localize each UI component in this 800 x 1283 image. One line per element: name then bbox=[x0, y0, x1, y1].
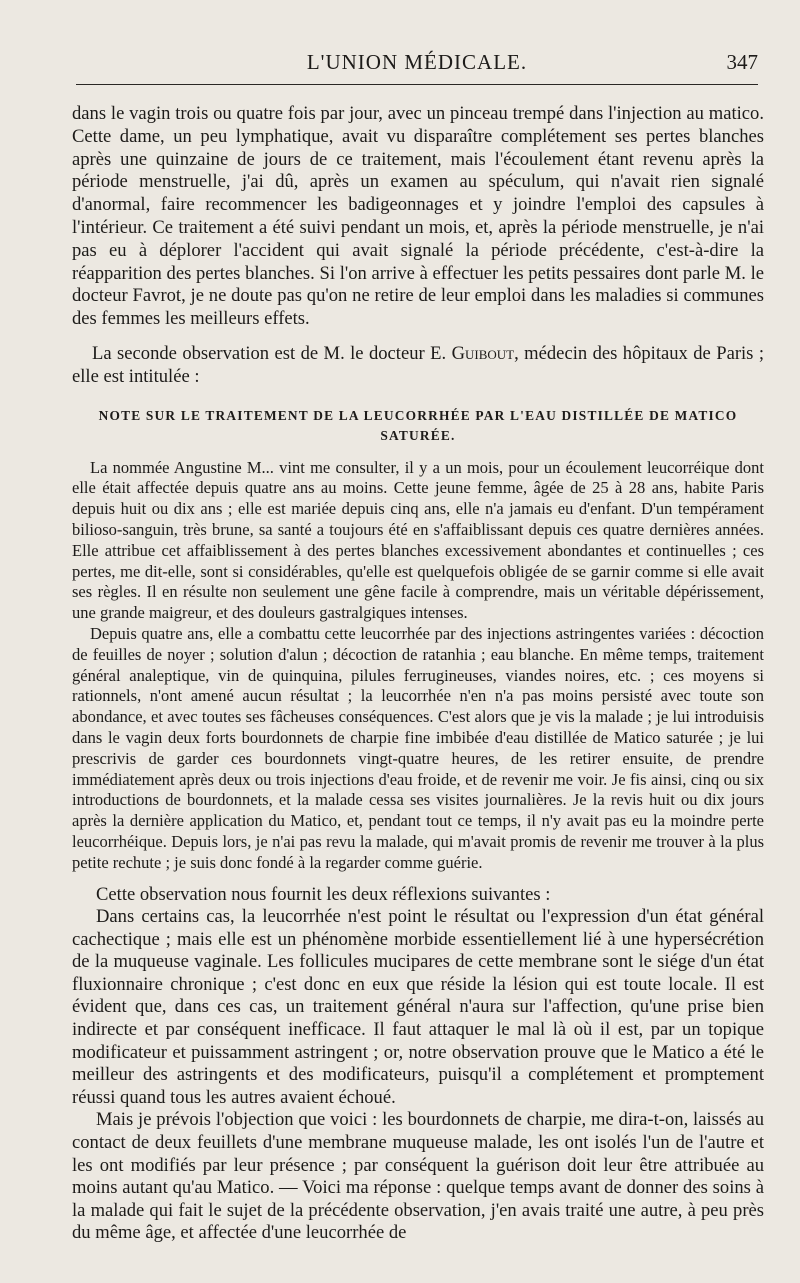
commentary-paragraph: Dans certains cas, la leucorrhée n'est point le résultat ou l'expression d'un état général cachectique ; mais elle est un phénomène morbide essentiellement lié à une hypersécrétion de la muqueuse vaginale. Les follicules mucipares de cette membrane sont le siége d'un état fluxionnaire chronique ; c'est donc en eux que réside la lésion qui est toute locale. Il est évident que, dans ces cas, un traitement général n'aura sur l'affection, qu'une prise bien indirecte et par conséquent inefficace. Il faut attaquer le mal là où il est, par un topique modificateur et puissamment astringent ; or, notre observation prouve que le Matico a été le meilleur des astringents et des modificateurs, puisqu'il a complétement et promptement réussi quand tous les autres avaient échoué. bbox=[72, 906, 764, 1108]
running-header bbox=[76, 48, 758, 85]
intro-paragraph: dans le vagin trois ou quatre fois par jour, avec un pinceau trempé dans l'injection au matico. Cette dame, un peu lymphatique, avait vu disparaître complétement ses pertes blanches après une quinzaine de jours de ce traitement, mais l'écoulement étant revenu après la période menstruelle, j'ai dû, après un examen au spéculum, qui n'avait rien signalé d'anormal, faire recommencer les badigeonnages et y joindre l'emploi des capsules à l'intérieur. Ce traitement a été suivi pendant un mois, et, après la période menstruelle, je n'ai pas eu à déplorer l'accident qui avait signalé la période précédente, c'est-à-dire la réapparition des pertes blanches. Si l'on arrive à effectuer les petits pessaires dont parle M. le docteur Favrot, je ne doute pas qu'on ne retire de leur emploi dans les maladies si communes des femmes les meilleurs effets. bbox=[72, 103, 764, 330]
intro-text-before-name: La seconde observation est de M. le docteur E. bbox=[92, 342, 452, 364]
page-number: 347 bbox=[726, 50, 758, 74]
observation-paragraph: La nommée Angustine M... vint me consulter, il y a un mois, pour un écoulement leucorréique dont elle était affectée depuis quatre ans au moins. Cette jeune femme, âgée de 25 à 28 ans, habite Paris depuis huit ou dix ans ; elle est mariée depuis cinq ans, elle n'a jamais eu d'enfant. D'un tempérament bilioso-sanguin, très brune, sa santé a toujours été en s'affaiblissant depuis ces quatre dernières années. Elle attribue cet affaiblissement à des pertes blanches excessivement abondantes et continuelles ; ces pertes, me dit-elle, sont si considérables, qu'elle est quelquefois obligée de se garnir comme si elle avait ses règles. Il en résulte non seulement une gêne facile à comprendre, mais un véritable dépérissement, une grande maigreur, et des douleurs gastralgiques intenses. bbox=[72, 457, 764, 623]
commentary-section bbox=[72, 884, 764, 1246]
observation-section bbox=[72, 458, 764, 874]
note-title: NOTE SUR LE TRAITEMENT DE LA LEUCORRHÉE PAR L'EAU DISTILLÉE DE MATICO SATURÉE. bbox=[98, 407, 738, 443]
commentary-paragraph: Mais je prévois l'objection que voici : les bourdonnets de charpie, me dira-t-on, laissés au contact de deux feuillets d'une membrane muqueuse malade, les ont isolés l'un de l'autre et les ont modifiés par leur présence ; par conséquent la guérison doit leur être attribuée au moins autant qu'au Matico. — Voici ma réponse : quelque temps avant de donner des soins à la malade qui fait le sujet de la précédente observation, j'en avais traité une autre, à peu près du même âge, et affectée d'une leucorrhée de bbox=[72, 1109, 764, 1244]
intro-section bbox=[72, 103, 764, 389]
journal-title: L'UNION MÉDICALE. bbox=[306, 50, 528, 74]
commentary-paragraph: Cette observation nous fournit les deux réflexions suivantes : bbox=[96, 883, 551, 905]
intro-text-after-name: , médecin des hôpitaux de Paris ; elle est intitulée : bbox=[72, 342, 764, 387]
author-name: Guibout bbox=[451, 342, 515, 364]
observation-paragraph: Depuis quatre ans, elle a combattu cette leucorrhée par des injections astringentes variées : décoction de feuilles de noyer ; solution d'alun ; décoction de ratanhia ; eau blanche. En même temps, traitement général analeptique, vin de quinquina, pilules ferrugineuses, viandes noires, etc. ; ces moyens si rationnels, n'ont amené aucun résultat ; la leucorrhée n'en n'a pas moins persisté avec toute son abondance, et avec toutes ses fâcheuses conséquences. C'est alors que je vis la malade ; je lui introduisis dans le vagin deux forts bourdonnets de charpie fine imbibée d'eau distillée de Matico saturée ; je lui prescrivis de garder ces bourdonnets vingt-quatre heures, de les retirer ensuite, de prendre immédiatement après deux ou trois injections d'eau froide, et de revenir me voir. Je fis ainsi, cinq ou six introductions de bourdonnets, et la malade cessa ses visites journalières. Je la revis huit ou dix jours après la dernière application du Matico, et, pendant tout ce temps, il n'y avait pas eu la moindre perte leucorrhéique. Depuis lors, je n'ai pas revu la malade, qui m'avait promis de revenir me trouver à la plus petite rechute ; je suis donc fondé à la regarder comme guérie. bbox=[72, 623, 764, 872]
intro-paragraph-second-observation bbox=[72, 343, 764, 389]
